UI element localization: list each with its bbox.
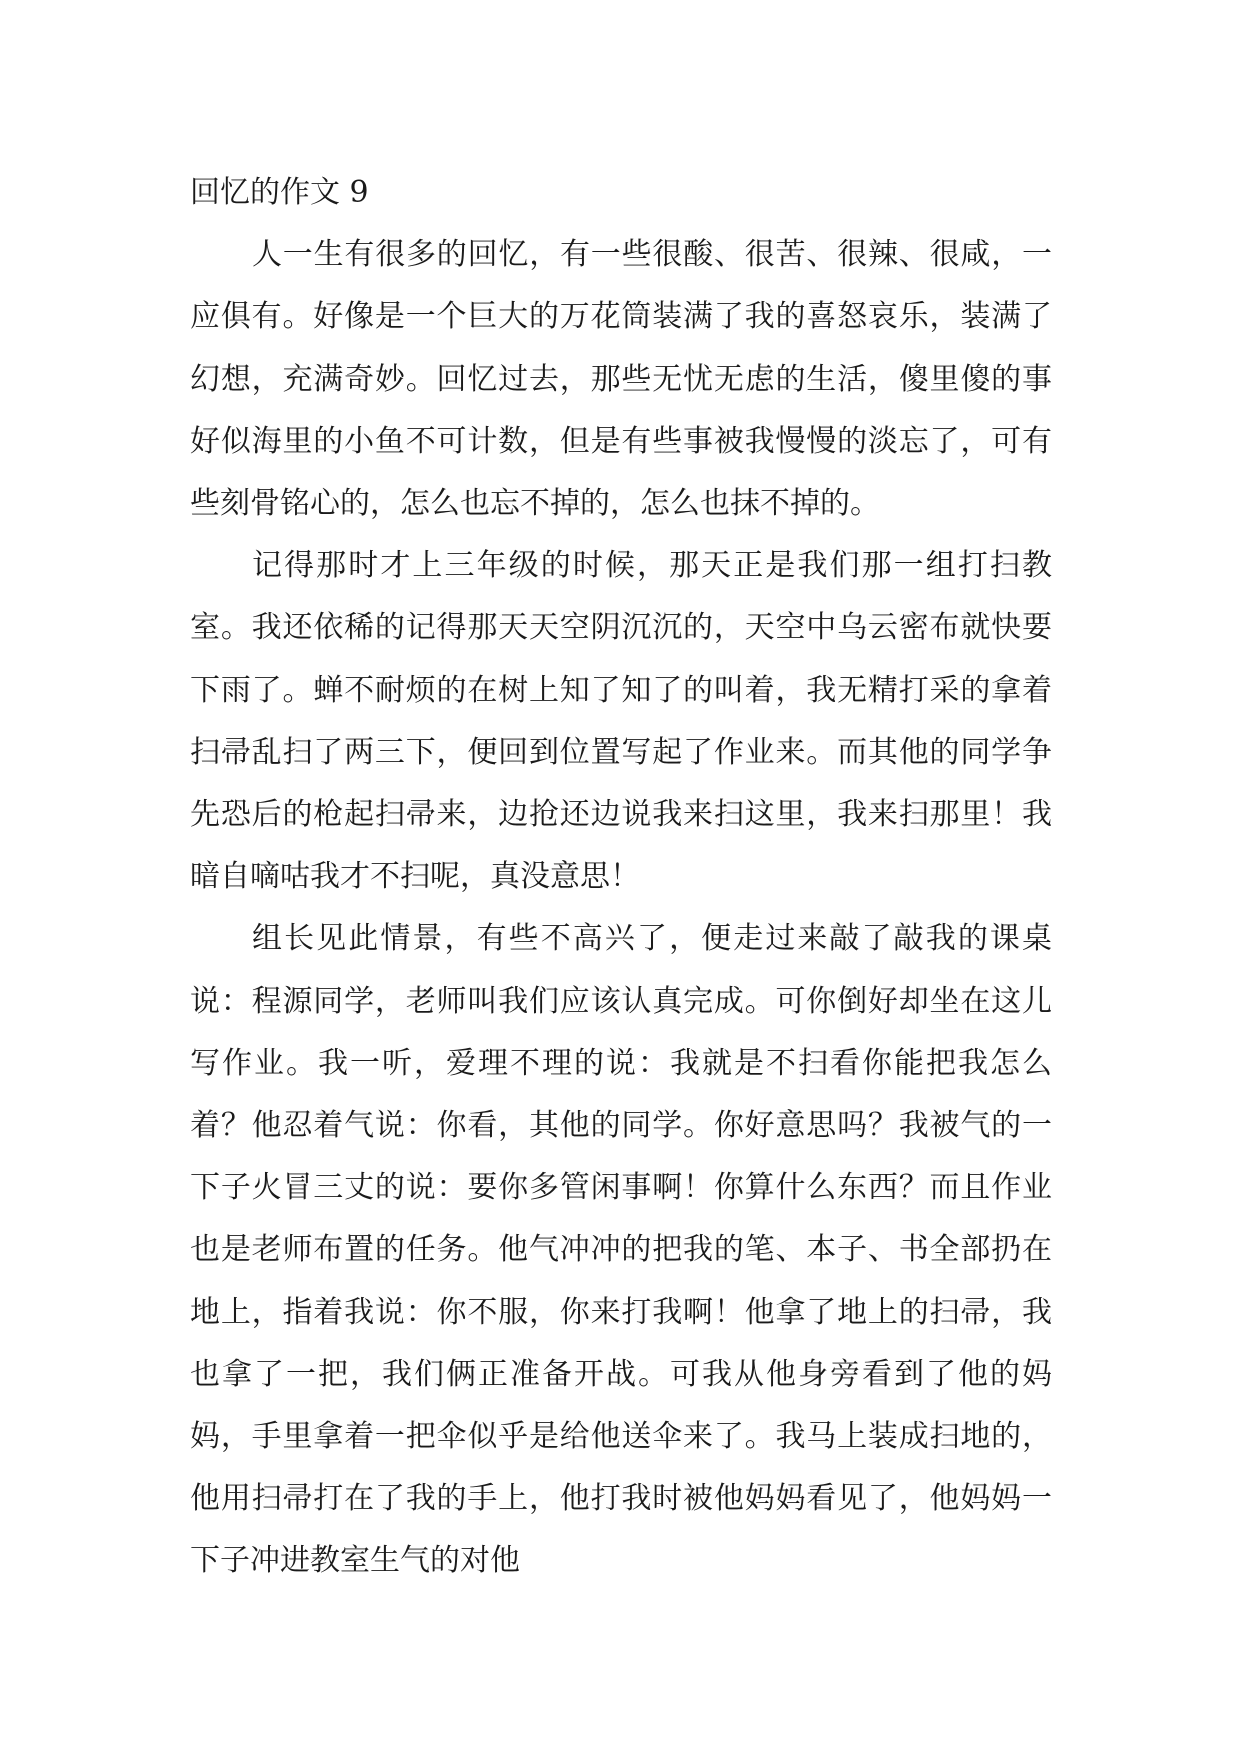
document-body [190, 162, 1052, 1593]
page-title: 回忆的作文 9 [190, 175, 369, 210]
paragraph-2: 记得那时才上三年级的时候，那天正是我们那一组打扫教室。我还依稀的记得那天天空阴沉沉的，天空中乌云密布就快要下雨了。蝉不耐烦的在树上知了知了的叫着，我无精打采的拿着扫帚乱扫了两三下，便回到位置写起了作业来。而其他的同学争先恐后的枪起扫帚来，边抢还边说我来扫这里，我来扫那里！我暗自嘀咕我才不扫呢，真没意思！ [190, 548, 1052, 895]
paragraph-1: 人一生有很多的回忆，有一些很酸、很苦、很辣、很咸，一应俱有。好像是一个巨大的万花筒装满了我的喜怒哀乐，装满了幻想，充满奇妙。回忆过去，那些无忧无虑的生活，傻里傻的事好似海里的小鱼不可计数，但是有些事被我慢慢的淡忘了，可有些刻骨铭心的，怎么也忘不掉的，怎么也抹不掉的。 [190, 237, 1052, 522]
paragraph-3: 组长见此情景，有些不高兴了，便走过来敲了敲我的课桌说：程源同学，老师叫我们应该认真完成。可你倒好却坐在这儿写作业。我一听，爱理不理的说：我就是不扫看你能把我怎么着？他忍着气说：你看，其他的同学。你好意思吗？我被气的一下子火冒三丈的说：要你多管闲事啊！你算什么东西？而且作业也是老师布置的任务。他气冲冲的把我的笔、本子、书全部扔在地上，指着我说：你不服，你来打我啊！他拿了地上的扫帚，我也拿了一把，我们俩正准备开战。可我从他身旁看到了他的妈妈，手里拿着一把伞似乎是给他送伞来了。我马上装成扫地的，他用扫帚打在了我的手上，他打我时被他妈妈看见了，他妈妈一下子冲进教室生气的对他 [190, 921, 1052, 1579]
